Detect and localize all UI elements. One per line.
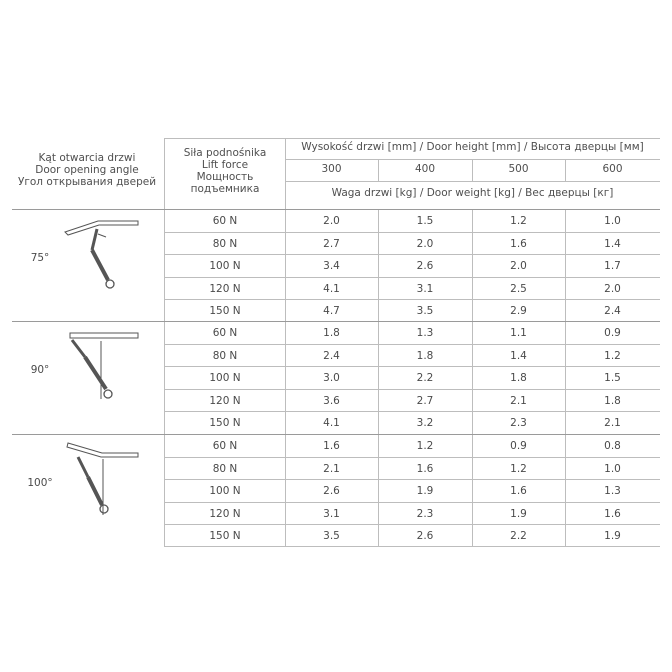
divider-500	[472, 159, 473, 181]
door-weight-cell: 2.7	[323, 237, 340, 250]
lift-force-cell: 100 N	[209, 485, 241, 498]
height-400: 400	[414, 163, 436, 175]
door-weight-cell: 1.5	[416, 215, 434, 227]
force-header-pl: Siła podnośnika	[183, 147, 267, 159]
door-weight-cell: 2.1	[510, 394, 527, 407]
divider-600	[565, 159, 566, 181]
door-weight-cell: 3.5	[323, 530, 340, 543]
lift-force-cell: 60 N	[212, 327, 238, 339]
door-weight-cell: 2.4	[604, 305, 621, 318]
door-weight-cell: 1.1	[510, 327, 527, 339]
force-header-ru-1: Мощность	[196, 171, 254, 183]
lift-force-cell: 100 N	[209, 372, 241, 385]
height-500: 500	[508, 163, 529, 175]
door-weight-cell: 2.0	[416, 237, 434, 250]
lift-mechanism-90-icon	[60, 325, 150, 415]
height-600: 600	[602, 163, 623, 175]
door-weight-cell: 1.9	[604, 530, 621, 543]
door-weight-cell: 2.6	[416, 530, 434, 543]
door-weight-cell: 1.2	[604, 349, 621, 362]
row-separator-line	[165, 232, 660, 233]
door-weight-cell: 1.9	[416, 485, 434, 498]
angle-header-ru: Угол открывания дверей	[17, 176, 157, 188]
row-separator-line	[165, 502, 660, 503]
lift-force-cell: 120 N	[209, 282, 241, 295]
group-separator-line	[12, 321, 660, 322]
row-separator-line	[165, 389, 660, 390]
header-sub-line	[285, 181, 660, 182]
lift-mechanism-75-icon	[60, 212, 150, 302]
lift-force-cell: 120 N	[209, 507, 241, 520]
door-weight-cell: 1.7	[604, 260, 621, 273]
door-weight-cell: 1.6	[416, 462, 434, 475]
door-weight-cell: 3.5	[416, 305, 434, 318]
door-weight-cell: 1.0	[604, 215, 621, 227]
row-separator-line	[165, 254, 660, 255]
door-weight-cell: 2.3	[416, 507, 434, 520]
angle-column-header	[12, 152, 162, 188]
lift-force-cell: 150 N	[209, 530, 241, 543]
row-separator-line	[165, 524, 660, 525]
angle-header-en: Door opening angle	[35, 164, 139, 176]
door-weight-cell: 2.2	[510, 530, 527, 543]
door-weight-cell: 0.9	[604, 327, 621, 339]
door-weight-cell: 1.8	[510, 372, 527, 385]
door-weight-cell: 3.4	[323, 260, 340, 273]
door-weight-cell: 2.1	[323, 462, 340, 475]
door-weight-cell: 2.0	[510, 260, 527, 273]
lift-force-cell: 150 N	[209, 417, 241, 430]
angle-header-pl: Kąt otwarcia drzwi	[38, 152, 136, 164]
row-separator-line	[165, 479, 660, 480]
door-weight-cell: 1.3	[604, 485, 621, 498]
door-weight-cell: 1.8	[323, 327, 340, 339]
door-weight-cell: 1.6	[510, 485, 527, 498]
door-weight-cell: 1.0	[604, 462, 621, 475]
door-weight-cell: 2.1	[604, 417, 621, 430]
door-weight-cell: 1.6	[323, 440, 340, 452]
door-height-header: Wysokość drzwi [mm] / Door height [mm] / Высота дверцы [мм]	[301, 141, 644, 153]
door-weight-cell: 2.0	[323, 215, 340, 227]
door-weight-cell: 3.0	[323, 372, 340, 385]
row-separator-line	[165, 411, 660, 412]
header-top-line	[165, 138, 660, 139]
force-header-en: Lift force	[201, 159, 249, 171]
door-weight-cell: 3.1	[416, 282, 434, 295]
lift-force-cell: 80 N	[212, 237, 238, 250]
lift-mechanism-100-icon	[60, 437, 150, 527]
row-separator-line	[165, 457, 660, 458]
door-weight-cell: 2.4	[323, 349, 340, 362]
door-weight-cell: 3.6	[323, 394, 340, 407]
height-300: 300	[321, 163, 342, 175]
door-weight-header: Waga drzwi [kg] / Door weight [kg] / Вес дверцы [кг]	[331, 187, 614, 199]
door-weight-cell: 1.5	[604, 372, 621, 385]
lift-force-cell: 120 N	[209, 394, 241, 407]
angle-label: 90°	[30, 364, 50, 376]
door-weight-cell: 4.1	[323, 282, 340, 295]
door-weight-cell: 2.6	[416, 260, 434, 273]
door-weight-cell: 1.9	[510, 507, 527, 520]
door-weight-cell: 1.4	[510, 349, 527, 362]
door-weight-cell: 4.7	[323, 305, 340, 318]
door-weight-cell: 1.3	[416, 327, 434, 339]
door-weight-cell: 0.8	[604, 440, 621, 452]
door-weight-cell: 1.4	[604, 237, 621, 250]
door-weight-cell: 1.6	[510, 237, 527, 250]
door-weight-cell: 1.6	[604, 507, 621, 520]
group-separator-line	[12, 209, 660, 210]
lift-force-cell: 80 N	[212, 462, 238, 475]
door-weight-cell: 2.7	[416, 394, 434, 407]
angle-label: 100°	[27, 477, 53, 489]
door-weight-cell: 2.0	[604, 282, 621, 295]
lift-force-cell: 80 N	[212, 349, 238, 362]
lift-force-cell: 60 N	[212, 215, 238, 227]
door-weight-cell: 3.1	[323, 507, 340, 520]
lift-force-cell: 100 N	[209, 260, 241, 273]
row-separator-line	[165, 277, 660, 278]
lift-force-cell: 60 N	[212, 440, 238, 452]
door-weight-cell: 3.2	[416, 417, 434, 430]
door-weight-cell: 1.8	[416, 349, 434, 362]
door-weight-cell: 2.3	[510, 417, 527, 430]
row-separator-line	[165, 299, 660, 300]
angle-label: 75°	[30, 252, 50, 264]
door-weight-cell: 1.8	[604, 394, 621, 407]
force-header-ru-2: подъемника	[190, 183, 260, 195]
door-weight-cell: 1.2	[416, 440, 434, 452]
group-separator-line	[12, 434, 660, 435]
table-bottom-line	[165, 546, 660, 547]
door-weight-cell: 2.9	[510, 305, 527, 318]
door-weight-cell: 2.5	[510, 282, 527, 295]
door-weight-cell: 2.2	[416, 372, 434, 385]
divider-400	[378, 159, 379, 181]
door-weight-cell: 2.6	[323, 485, 340, 498]
force-column-header	[165, 147, 285, 195]
door-weight-cell: 4.1	[323, 417, 340, 430]
door-weight-cell: 0.9	[510, 440, 527, 452]
door-weight-cell: 1.2	[510, 215, 527, 227]
lift-force-cell: 150 N	[209, 305, 241, 318]
row-separator-line	[165, 344, 660, 345]
row-separator-line	[165, 366, 660, 367]
door-weight-cell: 1.2	[510, 462, 527, 475]
